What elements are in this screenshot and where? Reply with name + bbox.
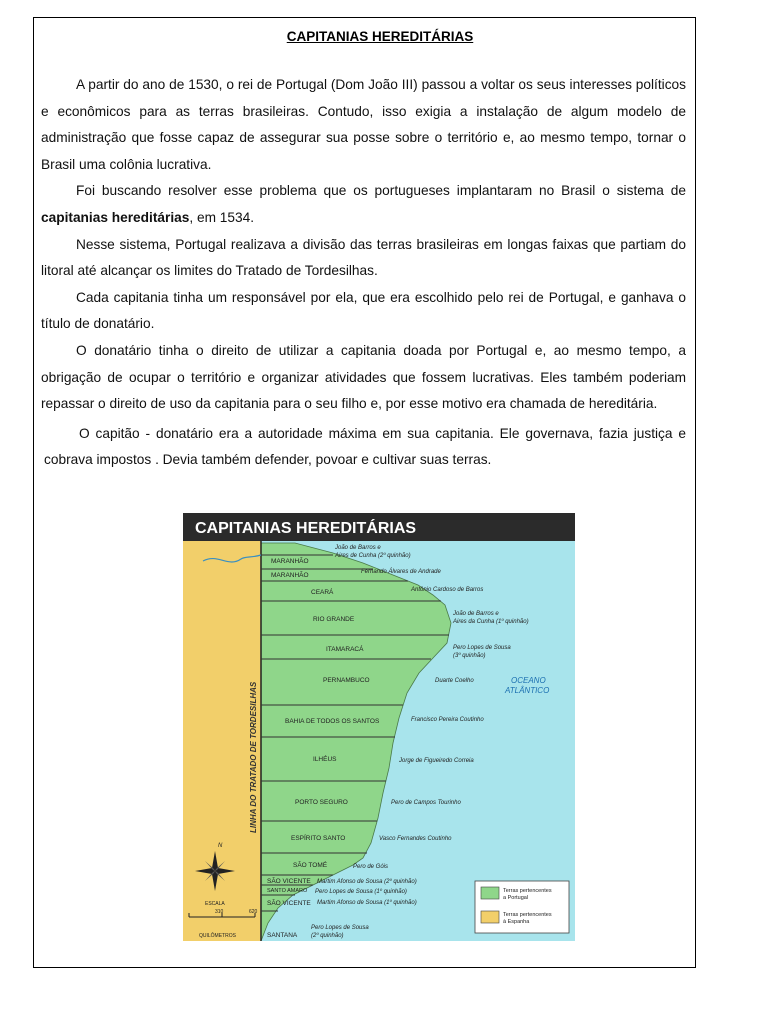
capitania-name: ITAMARACÁ <box>326 646 364 653</box>
donatario-name: Pero Lopes de Sousa <box>311 925 369 931</box>
donatario-name: Aires de Cunha (2º quinhão) <box>335 553 411 559</box>
capitania-name: ESPÍRITO SANTO <box>291 835 346 842</box>
svg-text:310: 310 <box>215 909 224 915</box>
donatario-name: Vasco Fernandes Coutinho <box>379 836 452 842</box>
tordesilhas-label: LINHA DO TRATADO DE TORDESILHAS <box>249 681 258 833</box>
capitania-name: SÃO VICENTE <box>267 900 311 907</box>
donatario-name: João de Barros e <box>453 611 499 617</box>
donatario-name: Pero de Campos Tourinho <box>391 800 461 806</box>
map-legend <box>475 881 569 933</box>
svg-text:a Portugal: a Portugal <box>503 895 529 901</box>
capitania-name: MARANHÃO <box>271 558 309 565</box>
capitania-name: CEARÁ <box>311 589 334 596</box>
donatario-name: (2º quinhão) <box>311 933 344 939</box>
donatario-name: Pero Lopes de Sousa <box>453 645 511 651</box>
donatario-name: Duarte Coelho <box>435 678 474 684</box>
paragraph: Foi buscando resolver esse problema que os portugueses implantaram no Brasil o sistema de capitanias hereditárias, em 1534. <box>41 183 686 225</box>
ocean-label: ATLÂNTICO <box>505 686 550 695</box>
donatario-name: Jorge de Figueiredo Correia <box>399 758 474 764</box>
svg-text:620: 620 <box>249 909 258 915</box>
svg-text:ESCALA: ESCALA <box>205 901 225 907</box>
document-body <box>41 72 686 474</box>
ocean-label: OCEANO <box>511 676 546 685</box>
paragraph: O capitão - donatário era a autoridade máxima em sua capitania. Ele governava, fazia justiça e cobrava impostos . Devia também defender, povoar e cultivar suas terras. <box>44 425 686 468</box>
legend-swatch-portugal <box>481 887 499 899</box>
donatario-name: Pero Lopes de Sousa (1º quinhão) <box>315 889 407 895</box>
paragraph: A partir do ano de 1530, o rei de Portugal (Dom João III) passou a voltar os seus interesses políticos e econômicos para as terras brasileiras. Contudo, isso exigia a instalação de algum modelo de administração que fosse capaz de assegurar sua posse sobre o território e, ao mesmo tempo, tornar o Brasil uma colônia lucrativa. <box>41 77 686 172</box>
capitania-name: PORTO SEGURO <box>295 799 348 806</box>
document-title: CAPITANIAS HEREDITÁRIAS <box>286 29 474 44</box>
paragraph: O donatário tinha o direito de utilizar a capitania doada por Portugal e, ao mesmo tempo, a obrigação de ocupar o território e organizar atividades que fossem lucrativas. Eles também poderiam repassar o direito de uso da capitania para o seu filho e, por esse motivo era chamada de hereditária. <box>41 342 686 412</box>
donatario-name: Aires da Cunha (1º quinhão) <box>453 619 529 625</box>
capitania-name: PERNAMBUCO <box>323 677 370 684</box>
capitania-name: MARANHÃO <box>271 572 309 579</box>
donatario-name: Pero de Góis <box>353 864 389 870</box>
donatario-name: Francisco Pereira Coutinho <box>411 717 484 723</box>
donatario-name: (3º quinhão) <box>453 653 486 659</box>
capitania-name: SÃO VICENTE <box>267 878 311 885</box>
capitania-name: BAHIA DE TODOS OS SANTOS <box>285 718 380 725</box>
legend-swatch-spain <box>481 911 499 923</box>
capitania-name: SANTO AMARO <box>267 888 308 894</box>
svg-text:Terras pertencentes: Terras pertencentes <box>503 912 552 918</box>
capitania-name: SANTANA <box>267 932 298 939</box>
svg-text:N: N <box>218 843 223 849</box>
capitanias-map <box>183 513 575 941</box>
paragraph: Nesse sistema, Portugal realizava a divisão das terras brasileiras em longas faixas que partiam do litoral até alcançar os limites do Tratado de Tordesilhas. <box>41 236 686 279</box>
svg-text:QUILÔMETROS: QUILÔMETROS <box>199 933 236 939</box>
svg-text:Terras pertencentes: Terras pertencentes <box>503 888 552 894</box>
capitania-name: ILHÉUS <box>313 756 337 763</box>
svg-text:à Espanha: à Espanha <box>503 919 530 925</box>
donatario-name: Fernando Álvares de Andrade <box>361 569 441 575</box>
donatario-name: João de Barros e <box>335 545 381 551</box>
paragraph: Cada capitania tinha um responsável por ela, que era escolhido pelo rei de Portugal, e ganhava o título de donatário. <box>41 289 686 332</box>
capitania-name: RIO GRANDE <box>313 616 355 623</box>
bold-term: capitanias hereditárias <box>41 209 190 225</box>
map-title: CAPITANIAS HEREDITÁRIAS <box>195 520 417 537</box>
donatario-name: Martim Afonso de Sousa (2º quinhão) <box>317 879 417 885</box>
donatario-name: Martim Afonso de Sousa (1º quinhão) <box>317 900 417 906</box>
donatario-name: Antônio Cardoso de Barros <box>411 587 484 593</box>
capitania-name: SÃO TOMÉ <box>293 862 328 869</box>
